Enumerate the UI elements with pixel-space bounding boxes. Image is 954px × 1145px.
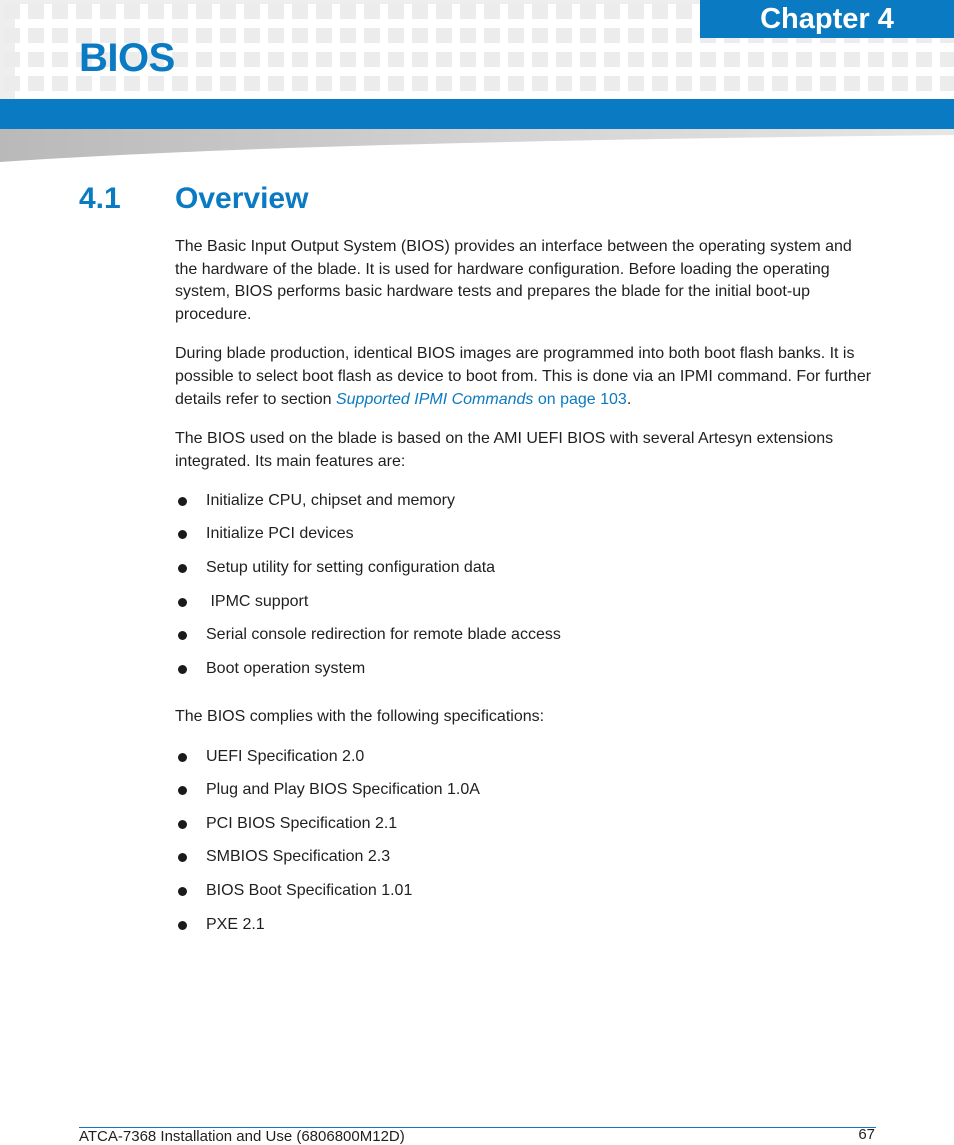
paragraph-boot-flash [175, 343, 875, 411]
list-item [175, 846, 875, 880]
chapter-tab [700, 0, 954, 38]
list-item-text: IPMC support [206, 592, 309, 610]
list-item [175, 914, 875, 948]
list-item-text: Initialize CPU, chipset and memory [206, 491, 455, 509]
main-content [175, 236, 875, 962]
list-item [175, 746, 875, 780]
list-item-text: PXE 2.1 [206, 915, 265, 933]
bullet-icon [178, 598, 187, 607]
list-item-text: UEFI Specification 2.0 [206, 747, 365, 765]
list-item [175, 490, 875, 524]
bullet-icon [178, 753, 187, 762]
paragraph-boot-flash-text: During blade production, identical BIOS images are programmed into both boot flash banks. It is possible to select boot flash as device to boot from. This is done via an IPMI command. For further details refer to section [175, 345, 872, 408]
bullet-icon [178, 887, 187, 896]
paragraph-features-intro: The BIOS used on the blade is based on the AMI UEFI BIOS with several Artesyn extensions integrated. Its main features are: [175, 429, 834, 470]
list-item-text: PCI BIOS Specification 2.1 [206, 814, 398, 832]
list-item [175, 624, 875, 658]
cross-reference-page: on page 103 [533, 390, 627, 408]
bullet-icon [178, 631, 187, 640]
list-item [175, 658, 875, 692]
bullet-icon [178, 665, 187, 674]
bullet-icon [178, 497, 187, 506]
chapter-label: Chapter 4 [760, 2, 894, 35]
list-item-text: Serial console redirection for remote blade access [206, 626, 561, 644]
list-item-text: SMBIOS Specification 2.3 [206, 848, 391, 866]
paragraph-intro: The Basic Input Output System (BIOS) provides an interface between the operating system and the hardware of the blade. It is used for hardware configuration. Before loading the operating system, BIOS performs basic hardware tests and prepares the blade for the initial boot-up procedure. [175, 238, 852, 324]
list-item [175, 591, 875, 625]
bullet-icon [178, 530, 187, 539]
list-item [175, 880, 875, 914]
list-item-text: Setup utility for setting configuration data [206, 559, 496, 577]
footer-document-title: ATCA-7368 Installation and Use (6806800M12D) [79, 1128, 405, 1145]
section-title: Overview [175, 182, 309, 215]
list-item-text: Initialize PCI devices [206, 525, 354, 543]
chapter-title: BIOS [79, 36, 175, 80]
cross-reference-link[interactable] [336, 391, 627, 408]
bullet-icon [178, 820, 187, 829]
list-item-text: Plug and Play BIOS Specification 1.0A [206, 781, 480, 799]
bullet-icon [178, 853, 187, 862]
header-blue-band [0, 99, 954, 129]
bullet-icon [178, 564, 187, 573]
cross-reference-title: Supported IPMI Commands [335, 390, 534, 408]
list-item [175, 779, 875, 813]
bullet-icon [178, 786, 187, 795]
list-item [175, 557, 875, 591]
header-grey-swoosh [0, 129, 954, 164]
list-item [175, 523, 875, 557]
paragraph-specs-intro: The BIOS complies with the following specifications: [175, 708, 545, 726]
footer-page-number: 67 [858, 1126, 875, 1143]
bullet-icon [178, 921, 187, 930]
list-item-text: BIOS Boot Specification 1.01 [206, 881, 413, 899]
list-item [175, 813, 875, 847]
list-item-text: Boot operation system [206, 659, 366, 677]
spec-list [175, 746, 875, 948]
paragraph-boot-flash-end: . [626, 390, 632, 408]
section-heading [79, 182, 308, 216]
section-number: 4.1 [79, 182, 121, 215]
feature-list [175, 490, 875, 692]
